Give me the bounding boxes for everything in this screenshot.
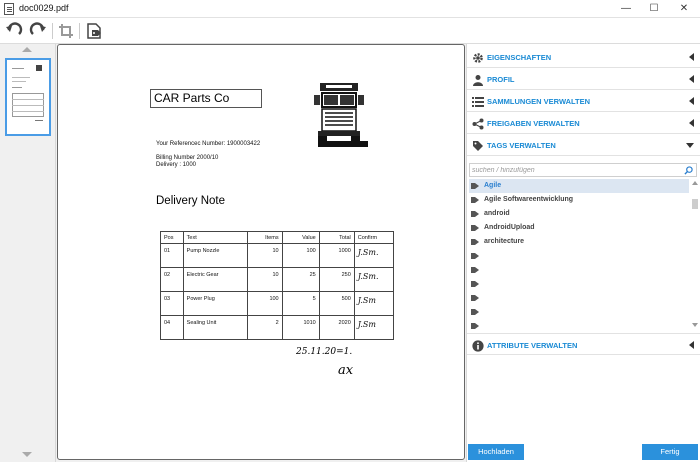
column-header: Text [183, 232, 247, 244]
toolbar [0, 18, 700, 44]
section-profil[interactable] [467, 68, 700, 90]
list-item[interactable] [469, 305, 689, 319]
list-item[interactable] [469, 249, 689, 263]
rotate-right-icon[interactable] [28, 22, 48, 40]
section-tags[interactable] [467, 134, 700, 156]
minimize-button[interactable]: — [621, 3, 631, 14]
signature-cell: J.Sm. [354, 244, 393, 268]
barcode [318, 141, 368, 147]
tag-search-input[interactable] [472, 165, 672, 176]
table-row [161, 268, 394, 292]
section-label: PROFIL [487, 75, 515, 84]
scrollbar-thumb[interactable] [692, 199, 698, 209]
list-item[interactable] [469, 179, 689, 193]
tag-search[interactable] [469, 163, 697, 177]
table-cell: 01 [161, 244, 184, 268]
tag-label: Agile Softwareentwicklung [484, 196, 574, 203]
window-title: doc0029.pdf [19, 3, 69, 13]
table-cell: 10 [247, 244, 282, 268]
collapse-arrow-icon[interactable] [689, 53, 694, 61]
user-icon [472, 73, 484, 85]
thumbnail-scroll-down-icon[interactable] [22, 452, 32, 457]
table-cell: 02 [161, 268, 184, 292]
close-button[interactable]: ✕ [679, 3, 689, 14]
document-app-icon [4, 3, 14, 15]
table-row [161, 316, 394, 340]
section-label: SAMMLUNGEN VERWALTEN [487, 97, 591, 106]
list-item[interactable] [469, 221, 689, 235]
table-cell: 2 [247, 316, 282, 340]
handwritten-date: 25.11.20=1. [296, 347, 353, 357]
panel-footer [467, 444, 700, 462]
collapse-arrow-icon[interactable] [689, 341, 694, 349]
search-icon[interactable] [684, 166, 693, 175]
table-row [161, 244, 394, 268]
table-cell: 100 [282, 244, 319, 268]
table-header-row [161, 232, 394, 244]
column-header: Confirm [354, 232, 393, 244]
tag-icon [471, 322, 480, 330]
list-item[interactable] [469, 263, 689, 277]
rotate-left-icon[interactable] [4, 22, 24, 40]
tag-icon [472, 139, 484, 151]
tag-label: Agile [484, 182, 502, 189]
signature-cell: J.Sm [354, 316, 393, 340]
table-cell: Pump Nozzle [183, 244, 247, 268]
maximize-button[interactable]: ☐ [649, 3, 659, 14]
section-label: ATTRIBUTE VERWALTEN [487, 341, 578, 350]
column-header: Pos [161, 232, 184, 244]
tag-icon [471, 308, 480, 316]
table-cell: 10 [247, 268, 282, 292]
column-header: Items [247, 232, 282, 244]
table-cell: 1000 [319, 244, 354, 268]
table-cell: Sealing Unit [183, 316, 247, 340]
crop-icon[interactable] [56, 22, 76, 40]
info-icon [472, 339, 484, 351]
toolbar-divider [52, 23, 53, 39]
list-item[interactable] [469, 291, 689, 305]
expand-arrow-icon[interactable] [686, 143, 694, 148]
section-label: FREIGABEN VERWALTEN [487, 119, 580, 128]
billing-number: Billing Number 2000/10 [156, 155, 219, 161]
tag-icon [471, 294, 480, 302]
delivery-line: Delivery : 1000 [156, 162, 197, 168]
tag-icon [471, 182, 480, 190]
scroll-up-icon[interactable] [692, 181, 698, 185]
table-cell: 04 [161, 316, 184, 340]
scroll-down-icon[interactable] [692, 323, 698, 327]
table-cell: 250 [319, 268, 354, 292]
reference-number: Your Referencec Number: 1900003422 [156, 141, 261, 147]
gear-icon [472, 51, 484, 63]
section-sammlungen[interactable] [467, 90, 700, 112]
table-cell: 100 [247, 292, 282, 316]
table-cell: 1010 [282, 316, 319, 340]
share-icon [472, 117, 484, 129]
column-header: Total [319, 232, 354, 244]
collapse-arrow-icon[interactable] [689, 119, 694, 127]
page-thumbnail[interactable] [5, 58, 51, 136]
tag-icon [471, 238, 480, 246]
table-cell: 2020 [319, 316, 354, 340]
tag-document-icon[interactable] [84, 22, 104, 40]
upload-button[interactable]: Hochladen [468, 444, 524, 460]
tag-icon [471, 224, 480, 232]
table-cell: 03 [161, 292, 184, 316]
section-freigaben[interactable] [467, 112, 700, 134]
column-header: Value [282, 232, 319, 244]
tag-icon [471, 266, 480, 274]
section-attribute[interactable] [467, 333, 700, 355]
list-item[interactable] [469, 207, 689, 221]
tag-icon [471, 196, 480, 204]
properties-panel [466, 44, 700, 462]
table-cell: Power Plug [183, 292, 247, 316]
title-bar [0, 0, 700, 18]
section-label: EIGENSCHAFTEN [487, 53, 552, 62]
tag-icon [471, 280, 480, 288]
truck-logo [311, 81, 367, 145]
table-cell: 25 [282, 268, 319, 292]
company-name: CAR Parts Co [150, 89, 262, 108]
section-label: TAGS VERWALTEN [487, 141, 556, 150]
document-title: Delivery Note [156, 195, 226, 207]
delivery-table [160, 231, 394, 340]
table-cell: 500 [319, 292, 354, 316]
table-cell: Electric Gear [183, 268, 247, 292]
section-eigenschaften[interactable] [467, 46, 700, 68]
tag-icon [471, 210, 480, 218]
collapse-arrow-icon[interactable] [689, 75, 694, 83]
collapse-arrow-icon[interactable] [689, 97, 694, 105]
list-item[interactable] [469, 319, 689, 333]
list-item[interactable] [469, 193, 689, 207]
done-button[interactable]: Fertig [642, 444, 698, 460]
tag-label: AndroidUpload [484, 224, 535, 231]
signature-cell: J.Sm. [354, 268, 393, 292]
document-viewer[interactable] [57, 44, 465, 460]
signature-cell: J.Sm [354, 292, 393, 316]
thumbnail-scroll-up-icon[interactable] [22, 47, 32, 52]
tag-label: architecture [484, 238, 525, 245]
list-item[interactable] [469, 277, 689, 291]
list-item[interactable] [469, 235, 689, 249]
tag-list-scrollbar[interactable] [691, 179, 699, 331]
table-cell: 5 [282, 292, 319, 316]
tag-label: android [484, 210, 510, 217]
list-icon [472, 95, 484, 107]
table-row [161, 292, 394, 316]
handwritten-initials: ax [338, 363, 354, 378]
tag-icon [471, 252, 480, 260]
page-thumbnail-strip [0, 44, 56, 462]
toolbar-divider [79, 23, 80, 39]
